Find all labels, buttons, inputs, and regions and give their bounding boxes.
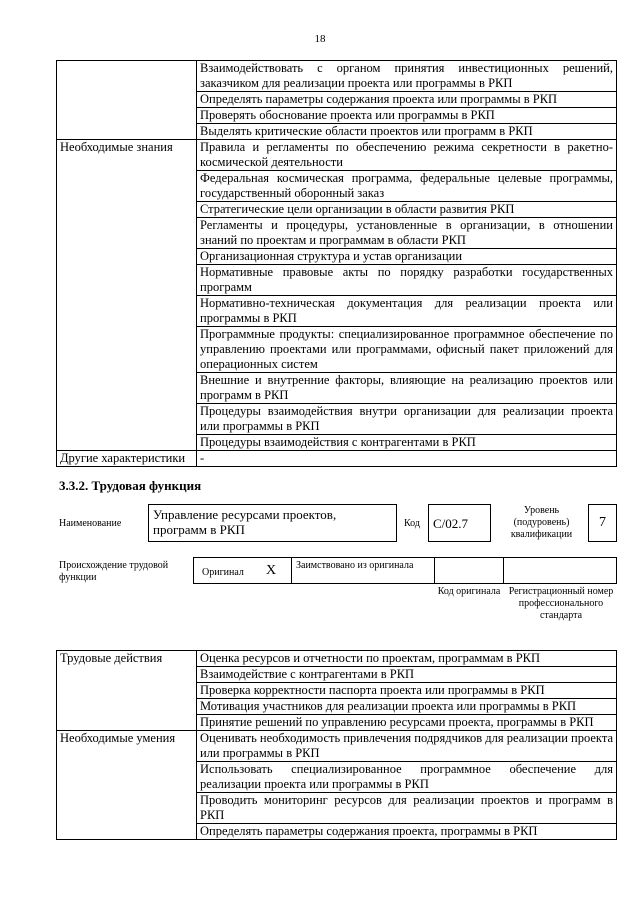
origin-label: Происхождение трудовой функции xyxy=(59,560,169,583)
table-cell: Проверять обоснование проекта или программы в РКП xyxy=(197,108,617,124)
table-cell: Процедуры взаимодействия внутри организации для реализации проекта или программы в РКП xyxy=(197,404,617,435)
table-cell: Мотивация участников для реализации проекта или программы в РКП xyxy=(197,699,617,715)
level-label: Уровень (подуровень) квалификации xyxy=(510,505,573,540)
table-row xyxy=(57,731,617,762)
table-cell: Регламенты и процедуры, установленные в организации, в отношении знаний по проектам и программам в области РКП xyxy=(197,218,617,249)
row-label: Необходимые знания xyxy=(57,140,197,451)
table-cell: - xyxy=(197,451,617,467)
borrowed-label: Заимствовано из оригинала xyxy=(296,560,414,571)
table-cell: Нормативные правовые акты по порядку разработки государственных программ xyxy=(197,265,617,296)
table-cell: Проверка корректности паспорта проекта или программы в РКП xyxy=(197,683,617,699)
table-cell: Оценивать необходимость привлечения подрядчиков для реализации проекта или программы в РКП xyxy=(197,731,617,762)
page-number: 18 xyxy=(314,33,326,45)
table-cell: Определять параметры содержания проекта или программы в РКП xyxy=(197,92,617,108)
table-row xyxy=(57,61,617,92)
table-cell: Правила и регламенты по обеспечению режима секретности в ракетно-космической деятельности xyxy=(197,140,617,171)
table-cell: Взаимодействие с контрагентами в РКП xyxy=(197,667,617,683)
row-label: Необходимые умения xyxy=(57,731,197,840)
table-cell: Организационная структура и устав организации xyxy=(197,249,617,265)
function-name-value: Управление ресурсами проектов, программ в РКП xyxy=(148,504,397,542)
section-heading: 3.3.2. Трудовая функция xyxy=(59,478,202,493)
table-cell: Проводить мониторинг ресурсов для реализации проектов и программ в РКП xyxy=(197,793,617,824)
table-cell: Нормативно-техническая документация для реализации проекта или программы в РКП xyxy=(197,296,617,327)
table-row xyxy=(57,140,617,171)
code-value: С/02.7 xyxy=(428,504,491,542)
table-cell: Оценка ресурсов и отчетности по проектам, программам в РКП xyxy=(197,651,617,667)
table-cell: Стратегические цели организации в области развития РКП xyxy=(197,202,617,218)
origin-row xyxy=(193,557,617,584)
code-original-label: Код оригинала xyxy=(437,586,501,597)
table-row xyxy=(57,451,617,467)
level-value: 7 xyxy=(588,504,617,542)
row-label: Трудовые действия xyxy=(57,651,197,731)
original-mark: X xyxy=(266,563,277,578)
row-label: Другие характеристики xyxy=(57,451,197,467)
table-cell: Программные продукты: специализированное программное обеспечение по управлению проектами или программами, офисный пакет приложений для операционных систем xyxy=(197,327,617,373)
reg-number-label: Регистрационный номер профессионального стандарта xyxy=(508,586,614,621)
table-cell: Выделять критические области проектов или программ в РКП xyxy=(197,124,617,140)
table-cell: Процедуры взаимодействия с контрагентами в РКП xyxy=(197,435,617,451)
divider xyxy=(291,558,292,583)
table-cell: Внешние и внутренние факторы, влияющие на реализацию проектов или программ в РКП xyxy=(197,373,617,404)
knowledge-table xyxy=(56,60,617,467)
row-label xyxy=(57,61,197,140)
divider xyxy=(503,558,504,583)
table-cell: Принятие решений по управлению ресурсами проекта, программы в РКП xyxy=(197,715,617,731)
divider xyxy=(434,558,435,583)
original-label: Оригинал xyxy=(202,567,244,578)
table-row xyxy=(57,651,617,667)
actions-table xyxy=(56,650,617,840)
name-label: Наименование xyxy=(59,518,122,529)
code-label: Код xyxy=(404,518,420,529)
table-cell: Использовать специализированное программное обеспечение для реализации проекта или программы в РКП xyxy=(197,762,617,793)
table-cell: Определять параметры содержания проекта, программы в РКП xyxy=(197,824,617,840)
table-cell: Федеральная космическая программа, федеральные целевые программы, государственный оборонный заказ xyxy=(197,171,617,202)
table-cell: Взаимодействовать с органом принятия инвестиционных решений, заказчиком для реализации проекта или программы в РКП xyxy=(197,61,617,92)
